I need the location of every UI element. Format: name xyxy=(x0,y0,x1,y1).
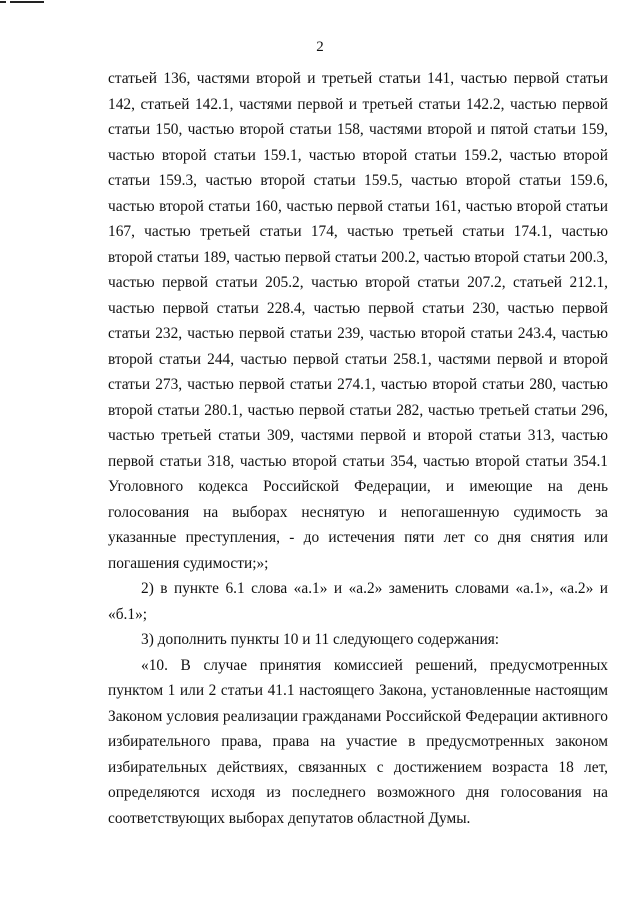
page-number: 2 xyxy=(316,39,324,55)
scan-corner-mark xyxy=(0,0,46,4)
paragraph-article-list: статьей 136, частями второй и третьей статьи 141, частью первой статьи 142, статьей 142.1, частями первой и третьей статьи 142.2, частью первой статьи 150, частью второй статьи 158, частями второй и пятой статьи 159, частью второй статьи 159.1, частью второй статьи 159.2, частью второй статьи 159.3, частью второй статьи 159.5, частью второй статьи 159.6, частью второй статьи 160, частью первой статьи 161, частью второй статьи 167, частью третьей статьи 174, частью третьей статьи 174.1, частью второй статьи 189, частью первой статьи 200.2, частью второй статьи 200.3, частью первой статьи 205.2, частью второй статьи 207.2, статьей 212.1, частью первой статьи 228.4, частью первой статьи 230, частью первой статьи 232, частью первой статьи 239, частью второй статьи 243.4, частью второй статьи 244, частью первой статьи 258.1, частями первой и второй статьи 273, частью первой статьи 274.1, частью второй статьи 280, частью второй статьи 280.1, частью первой статьи 282, частью третьей статьи 296, частью третьей статьи 309, частями первой и второй статьи 313, частью первой статьи 318, частью второй статьи 354, частью второй статьи 354.1 Уголовного кодекса Российской Федерации, и имеющие на день голосования на выборах неснятую и непогашенную судимость за указанные преступления, - до истечения пяти лет со дня снятия или погашения судимости;»; xyxy=(108,70,608,572)
document-body xyxy=(108,66,608,831)
paragraph-item-3: 3) дополнить пункты 10 и 11 следующего содержания: xyxy=(141,631,500,648)
paragraph-item-2: 2) в пункте 6.1 слова «а.1» и «а.2» заменить словами «а.1», «а.2» и «б.1»; xyxy=(108,580,608,623)
paragraph-clause-10: «10. В случае принятия комиссией решений, предусмотренных пунктом 1 или 2 статьи 41.1 настоящего Закона, установленные настоящим Законом условия реализации гражданами Российской Федерации активного избирательного права, права на участие в предусмотренных законом избирательных действиях, связанных с достижением возраста 18 лет, определяются исходя из последнего возможного дня голосования на соответствующих выборах депутатов областной Думы. xyxy=(108,656,608,827)
